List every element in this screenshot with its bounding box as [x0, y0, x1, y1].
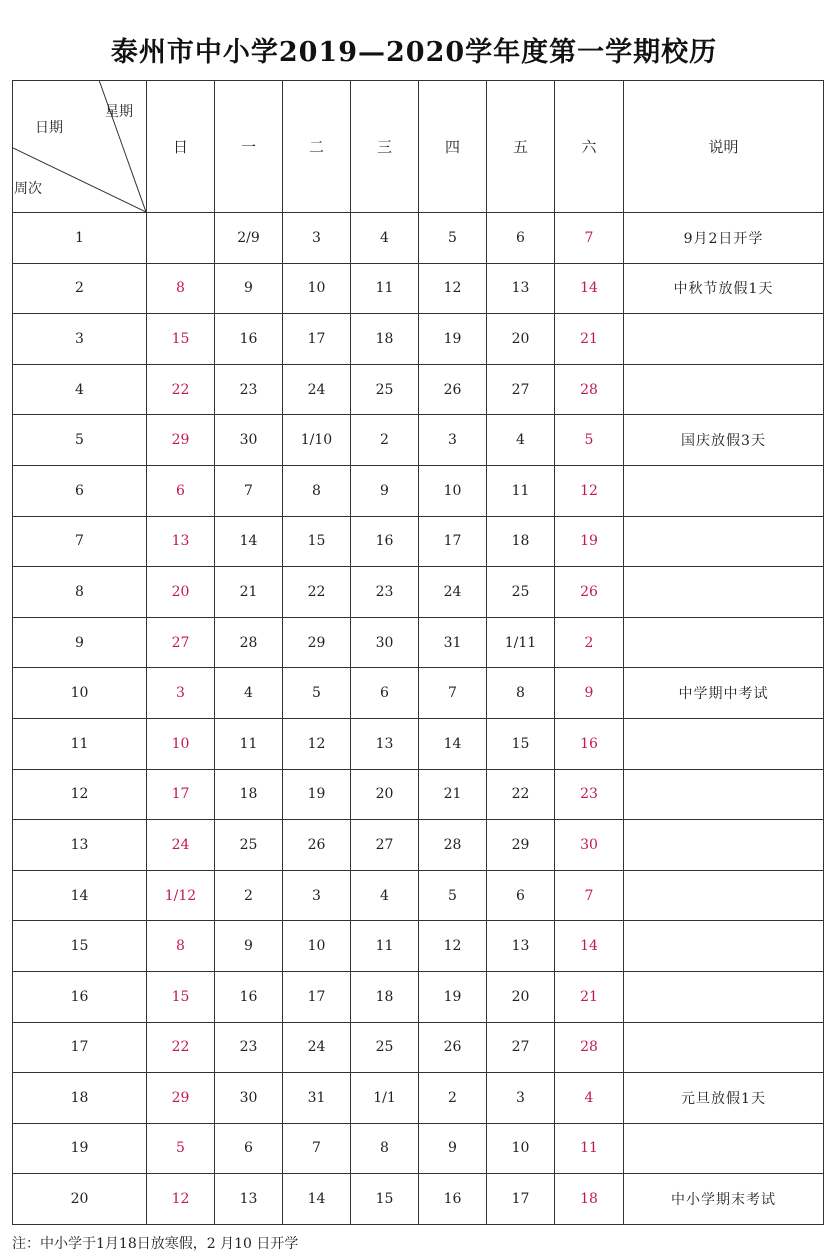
note-cell [624, 820, 824, 871]
day-cell-sat: 30 [555, 820, 624, 871]
week-number-cell: 9 [13, 617, 147, 668]
week-number-cell: 19 [13, 1123, 147, 1174]
week-number-cell: 7 [13, 516, 147, 567]
week-number-cell: 20 [13, 1174, 147, 1225]
note-cell [624, 1123, 824, 1174]
day-cell-mon: 18 [215, 769, 283, 820]
day-cell-sat: 9 [555, 668, 624, 719]
day-cell-fri: 15 [487, 718, 555, 769]
day-cell-thu: 9 [419, 1123, 487, 1174]
day-cell-sat: 23 [555, 769, 624, 820]
week-number-cell: 16 [13, 971, 147, 1022]
week-number-cell: 13 [13, 820, 147, 871]
day-cell-mon: 11 [215, 718, 283, 769]
day-cell-thu: 28 [419, 820, 487, 871]
day-cell-sat: 12 [555, 465, 624, 516]
day-cell-fri: 13 [487, 921, 555, 972]
day-cell-sat: 14 [555, 263, 624, 314]
table-row [13, 769, 824, 820]
day-header-tue: 二 [283, 81, 351, 213]
day-cell-sat: 4 [555, 1073, 624, 1124]
day-cell-thu: 26 [419, 1022, 487, 1073]
day-cell-fri: 3 [487, 1073, 555, 1124]
day-cell-sun: 6 [147, 465, 215, 516]
note-cell [624, 1022, 824, 1073]
note-cell: 国庆放假3天 [624, 415, 824, 466]
table-row [13, 617, 824, 668]
day-cell-wed: 18 [351, 314, 419, 365]
calendar-table [12, 80, 824, 1225]
day-cell-fri: 22 [487, 769, 555, 820]
day-cell-thu: 16 [419, 1174, 487, 1225]
day-cell-fri: 29 [487, 820, 555, 871]
day-cell-tue: 17 [283, 314, 351, 365]
day-cell-fri: 4 [487, 415, 555, 466]
note-cell: 中小学期末考试 [624, 1174, 824, 1225]
week-number-cell: 10 [13, 668, 147, 719]
day-cell-fri: 1/11 [487, 617, 555, 668]
table-row [13, 465, 824, 516]
day-cell-fri: 6 [487, 870, 555, 921]
day-cell-wed: 18 [351, 971, 419, 1022]
table-row [13, 213, 824, 264]
table-row [13, 870, 824, 921]
day-cell-sun: 8 [147, 263, 215, 314]
week-number-cell: 6 [13, 465, 147, 516]
table-row [13, 314, 824, 365]
day-cell-sat: 19 [555, 516, 624, 567]
note-cell [624, 718, 824, 769]
day-cell-mon: 13 [215, 1174, 283, 1225]
table-row [13, 516, 824, 567]
day-cell-sat: 28 [555, 1022, 624, 1073]
day-cell-wed: 1/1 [351, 1073, 419, 1124]
day-cell-wed: 13 [351, 718, 419, 769]
day-cell-mon: 16 [215, 971, 283, 1022]
day-cell-tue: 17 [283, 971, 351, 1022]
day-cell-sat: 21 [555, 314, 624, 365]
footnote: 注：中小学于1月18日放寒假，2 月10 日开学 [12, 1236, 299, 1252]
week-number-cell: 4 [13, 364, 147, 415]
day-cell-tue: 12 [283, 718, 351, 769]
day-cell-fri: 20 [487, 314, 555, 365]
note-cell: 元旦放假1天 [624, 1073, 824, 1124]
day-cell-sun: 20 [147, 567, 215, 618]
note-cell [624, 971, 824, 1022]
day-cell-mon: 2/9 [215, 213, 283, 264]
day-cell-wed: 9 [351, 465, 419, 516]
day-header-thu: 四 [419, 81, 487, 213]
day-cell-tue: 7 [283, 1123, 351, 1174]
day-cell-mon: 9 [215, 921, 283, 972]
day-cell-wed: 4 [351, 213, 419, 264]
corner-header-cell [13, 81, 147, 213]
table-row [13, 1073, 824, 1124]
day-cell-tue: 8 [283, 465, 351, 516]
day-cell-sun: 8 [147, 921, 215, 972]
day-cell-sun: 22 [147, 1022, 215, 1073]
note-cell [624, 870, 824, 921]
corner-week-label: 星期 [105, 104, 133, 120]
day-cell-fri: 25 [487, 567, 555, 618]
day-cell-wed: 11 [351, 263, 419, 314]
day-cell-thu: 5 [419, 213, 487, 264]
week-number-cell: 11 [13, 718, 147, 769]
day-cell-tue: 19 [283, 769, 351, 820]
week-number-cell: 8 [13, 567, 147, 618]
day-cell-mon: 30 [215, 415, 283, 466]
day-cell-sun: 15 [147, 971, 215, 1022]
day-cell-sun: 5 [147, 1123, 215, 1174]
week-number-cell: 17 [13, 1022, 147, 1073]
day-cell-fri: 20 [487, 971, 555, 1022]
day-cell-sun: 24 [147, 820, 215, 871]
day-cell-fri: 10 [487, 1123, 555, 1174]
day-cell-sat: 18 [555, 1174, 624, 1225]
day-cell-thu: 21 [419, 769, 487, 820]
day-cell-wed: 16 [351, 516, 419, 567]
day-cell-mon: 28 [215, 617, 283, 668]
day-cell-thu: 5 [419, 870, 487, 921]
day-cell-tue: 24 [283, 364, 351, 415]
day-cell-tue: 29 [283, 617, 351, 668]
day-cell-thu: 12 [419, 263, 487, 314]
day-cell-wed: 4 [351, 870, 419, 921]
day-cell-sun: 22 [147, 364, 215, 415]
table-row [13, 364, 824, 415]
day-cell-tue: 3 [283, 870, 351, 921]
day-cell-wed: 8 [351, 1123, 419, 1174]
day-header-fri: 五 [487, 81, 555, 213]
day-cell-sun: 10 [147, 718, 215, 769]
day-cell-fri: 6 [487, 213, 555, 264]
day-cell-thu: 17 [419, 516, 487, 567]
corner-weekno-label: 周次 [14, 181, 42, 197]
day-cell-thu: 14 [419, 718, 487, 769]
day-cell-fri: 18 [487, 516, 555, 567]
day-cell-tue: 15 [283, 516, 351, 567]
day-cell-wed: 25 [351, 364, 419, 415]
day-header-sun: 日 [147, 81, 215, 213]
table-row [13, 1123, 824, 1174]
day-cell-tue: 10 [283, 263, 351, 314]
day-cell-wed: 2 [351, 415, 419, 466]
day-cell-thu: 19 [419, 314, 487, 365]
day-cell-sun: 27 [147, 617, 215, 668]
day-cell-wed: 20 [351, 769, 419, 820]
day-cell-tue: 22 [283, 567, 351, 618]
day-cell-wed: 30 [351, 617, 419, 668]
day-cell-wed: 23 [351, 567, 419, 618]
day-cell-sat: 26 [555, 567, 624, 618]
day-cell-thu: 19 [419, 971, 487, 1022]
day-cell-sun: 13 [147, 516, 215, 567]
note-cell [624, 567, 824, 618]
week-number-cell: 18 [13, 1073, 147, 1124]
day-cell-mon: 6 [215, 1123, 283, 1174]
week-number-cell: 12 [13, 769, 147, 820]
note-cell: 9月2日开学 [624, 213, 824, 264]
note-cell [624, 617, 824, 668]
day-cell-mon: 2 [215, 870, 283, 921]
day-cell-mon: 7 [215, 465, 283, 516]
calendar-body [13, 213, 824, 1225]
day-cell-sat: 28 [555, 364, 624, 415]
week-number-cell: 2 [13, 263, 147, 314]
table-row [13, 415, 824, 466]
day-cell-sat: 21 [555, 971, 624, 1022]
table-row [13, 668, 824, 719]
note-cell: 中学期中考试 [624, 668, 824, 719]
day-cell-tue: 3 [283, 213, 351, 264]
day-cell-mon: 14 [215, 516, 283, 567]
day-cell-sun [147, 213, 215, 264]
day-cell-mon: 16 [215, 314, 283, 365]
day-cell-tue: 31 [283, 1073, 351, 1124]
table-row [13, 567, 824, 618]
day-cell-sun: 15 [147, 314, 215, 365]
table-row [13, 921, 824, 972]
day-cell-mon: 4 [215, 668, 283, 719]
week-number-cell: 3 [13, 314, 147, 365]
day-cell-tue: 26 [283, 820, 351, 871]
day-cell-mon: 25 [215, 820, 283, 871]
day-cell-wed: 25 [351, 1022, 419, 1073]
day-cell-tue: 24 [283, 1022, 351, 1073]
table-row [13, 1174, 824, 1225]
day-cell-sat: 16 [555, 718, 624, 769]
day-cell-thu: 10 [419, 465, 487, 516]
note-cell [624, 769, 824, 820]
day-cell-sat: 7 [555, 870, 624, 921]
day-cell-fri: 27 [487, 364, 555, 415]
note-cell [624, 314, 824, 365]
day-cell-fri: 11 [487, 465, 555, 516]
table-row [13, 971, 824, 1022]
day-cell-thu: 12 [419, 921, 487, 972]
day-cell-sun: 29 [147, 1073, 215, 1124]
day-cell-mon: 30 [215, 1073, 283, 1124]
day-cell-thu: 26 [419, 364, 487, 415]
day-cell-thu: 31 [419, 617, 487, 668]
day-cell-wed: 11 [351, 921, 419, 972]
table-row [13, 718, 824, 769]
day-header-mon: 一 [215, 81, 283, 213]
day-cell-sun: 12 [147, 1174, 215, 1225]
day-cell-fri: 17 [487, 1174, 555, 1225]
note-cell [624, 921, 824, 972]
day-cell-sun: 1/12 [147, 870, 215, 921]
note-cell [624, 465, 824, 516]
week-number-cell: 14 [13, 870, 147, 921]
table-row [13, 1022, 824, 1073]
day-cell-fri: 8 [487, 668, 555, 719]
day-cell-sun: 3 [147, 668, 215, 719]
week-number-cell: 1 [13, 213, 147, 264]
day-cell-wed: 15 [351, 1174, 419, 1225]
day-cell-wed: 6 [351, 668, 419, 719]
note-cell [624, 516, 824, 567]
day-cell-mon: 9 [215, 263, 283, 314]
page-title: 泰州市中小学2019—2020学年度第一学期校历 [110, 37, 718, 68]
day-cell-sat: 7 [555, 213, 624, 264]
note-header: 说明 [624, 81, 824, 213]
note-cell [624, 364, 824, 415]
day-cell-sat: 5 [555, 415, 624, 466]
note-cell: 中秋节放假1天 [624, 263, 824, 314]
day-cell-wed: 27 [351, 820, 419, 871]
day-cell-tue: 14 [283, 1174, 351, 1225]
day-cell-sat: 14 [555, 921, 624, 972]
day-cell-mon: 23 [215, 1022, 283, 1073]
day-cell-sat: 2 [555, 617, 624, 668]
day-cell-mon: 23 [215, 364, 283, 415]
week-number-cell: 15 [13, 921, 147, 972]
day-cell-sat: 11 [555, 1123, 624, 1174]
day-header-sat: 六 [555, 81, 624, 213]
day-cell-sun: 29 [147, 415, 215, 466]
day-cell-thu: 2 [419, 1073, 487, 1124]
day-cell-mon: 21 [215, 567, 283, 618]
table-row [13, 820, 824, 871]
day-cell-thu: 7 [419, 668, 487, 719]
day-cell-thu: 24 [419, 567, 487, 618]
day-cell-fri: 27 [487, 1022, 555, 1073]
day-cell-sun: 17 [147, 769, 215, 820]
day-cell-fri: 13 [487, 263, 555, 314]
day-cell-tue: 10 [283, 921, 351, 972]
header-row [13, 81, 824, 213]
day-header-wed: 三 [351, 81, 419, 213]
week-number-cell: 5 [13, 415, 147, 466]
corner-date-label: 日期 [35, 120, 63, 136]
day-cell-thu: 3 [419, 415, 487, 466]
day-cell-tue: 5 [283, 668, 351, 719]
table-row [13, 263, 824, 314]
day-cell-tue: 1/10 [283, 415, 351, 466]
